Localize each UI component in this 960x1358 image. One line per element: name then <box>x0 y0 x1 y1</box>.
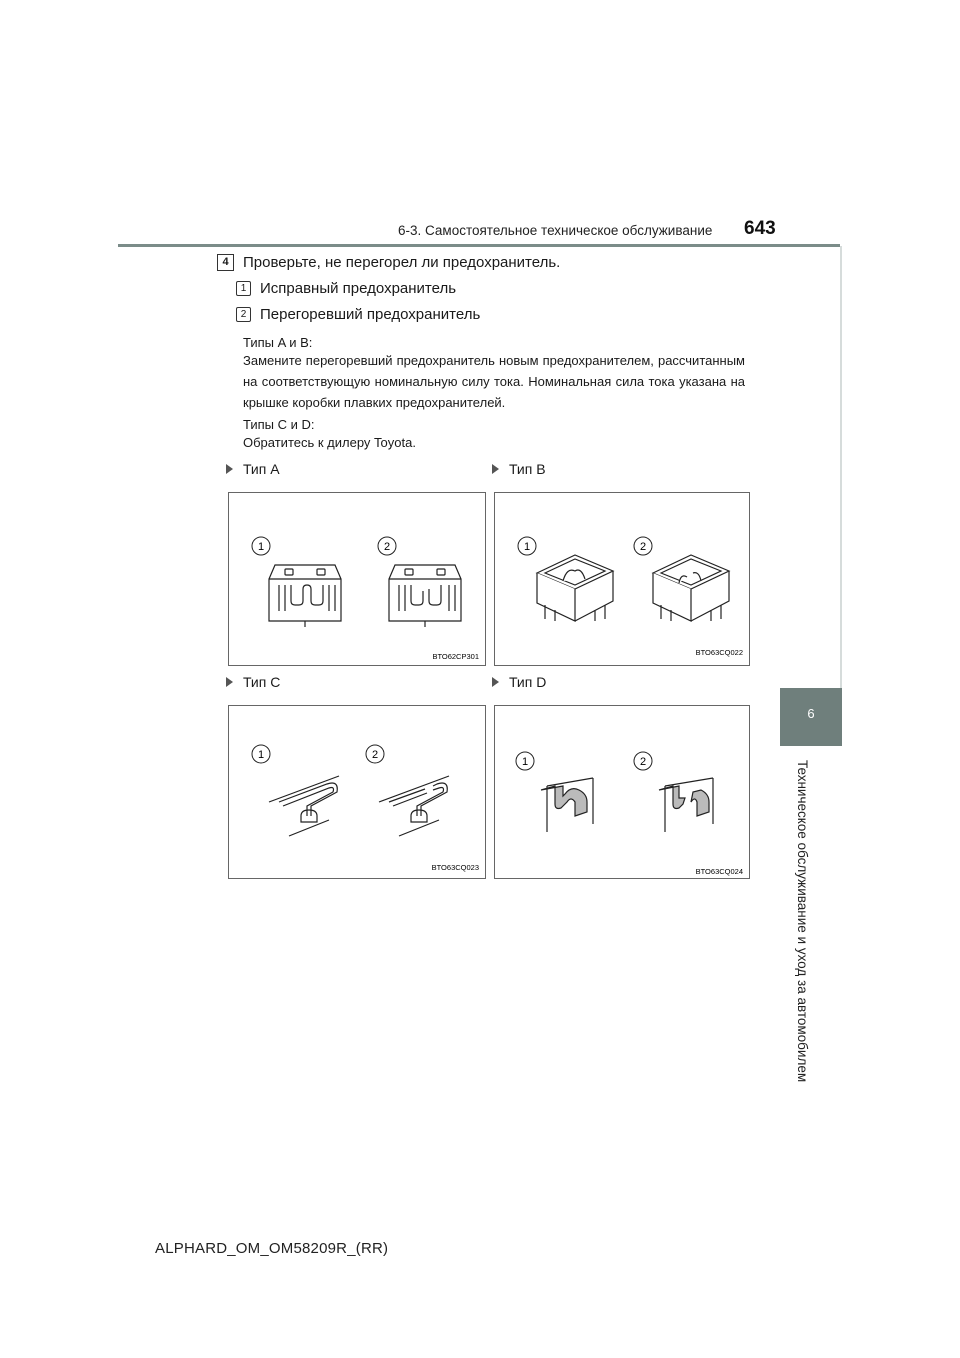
figure-code: BTO63CQ022 <box>695 648 743 657</box>
figure-code: BTO63CQ023 <box>431 863 479 872</box>
marker-blown: 2 <box>371 749 379 761</box>
marker-blown: 2 <box>639 541 647 553</box>
note-ab-text: Замените перегоревший предохранитель новым предохранителем, рассчитанным на соответствующую номинальную силу тока. Номинальная сила тока указана на крышке коробки плавких предохранителей. <box>243 353 745 410</box>
document-id: ALPHARD_OM_OM58209R_(RR) <box>155 1240 389 1257</box>
fuse-type-c-illustration <box>229 706 485 878</box>
item-label-blown: Перегоревший предохранитель <box>260 306 481 323</box>
caption-type-c <box>226 674 280 690</box>
note-cd-text: Обратитесь к дилеру Toyota. <box>243 435 416 450</box>
step-number-badge: 4 <box>217 254 234 271</box>
triangle-bullet-icon <box>226 677 233 687</box>
marker-good: 1 <box>523 541 531 553</box>
item-badge-good: 1 <box>236 281 251 296</box>
header-divider <box>118 244 840 247</box>
figure-type-c <box>228 705 486 879</box>
caption-text: Тип C <box>243 674 281 690</box>
section-title: 6-3. Самостоятельное техническое обслуживание <box>398 223 713 238</box>
page-number: 643 <box>744 218 776 239</box>
fuse-type-d-illustration <box>495 706 749 878</box>
chapter-number: 6 <box>807 706 815 721</box>
caption-text: Тип A <box>243 461 280 477</box>
chapter-title: Техническое обслуживание и уход за автомобилем <box>795 760 810 1083</box>
side-divider <box>840 246 842 688</box>
marker-good: 1 <box>257 749 265 761</box>
fuse-type-a-illustration <box>229 493 485 665</box>
item-badge-blown: 2 <box>236 307 251 322</box>
fuse-type-b-illustration <box>495 493 749 665</box>
caption-type-a <box>226 461 280 477</box>
caption-type-b <box>492 461 546 477</box>
note-ab-heading: Типы A и B: <box>243 335 313 350</box>
step-text: Проверьте, не перегорел ли предохранитель. <box>243 254 561 271</box>
note-cd-heading: Типы C и D: <box>243 417 315 432</box>
caption-type-d <box>492 674 546 690</box>
figure-code: BTO62CP301 <box>432 652 479 661</box>
triangle-bullet-icon <box>492 677 499 687</box>
marker-blown: 2 <box>639 756 647 768</box>
marker-good: 1 <box>257 541 265 553</box>
figure-code: BTO63CQ024 <box>695 867 743 876</box>
marker-good: 1 <box>521 756 529 768</box>
triangle-bullet-icon <box>226 464 233 474</box>
item-label-good: Исправный предохранитель <box>260 280 457 297</box>
figure-type-b <box>494 492 750 666</box>
figure-type-d <box>494 705 750 879</box>
caption-text: Тип D <box>509 674 547 690</box>
triangle-bullet-icon <box>492 464 499 474</box>
caption-text: Тип B <box>509 461 546 477</box>
marker-blown: 2 <box>383 541 391 553</box>
figure-type-a <box>228 492 486 666</box>
